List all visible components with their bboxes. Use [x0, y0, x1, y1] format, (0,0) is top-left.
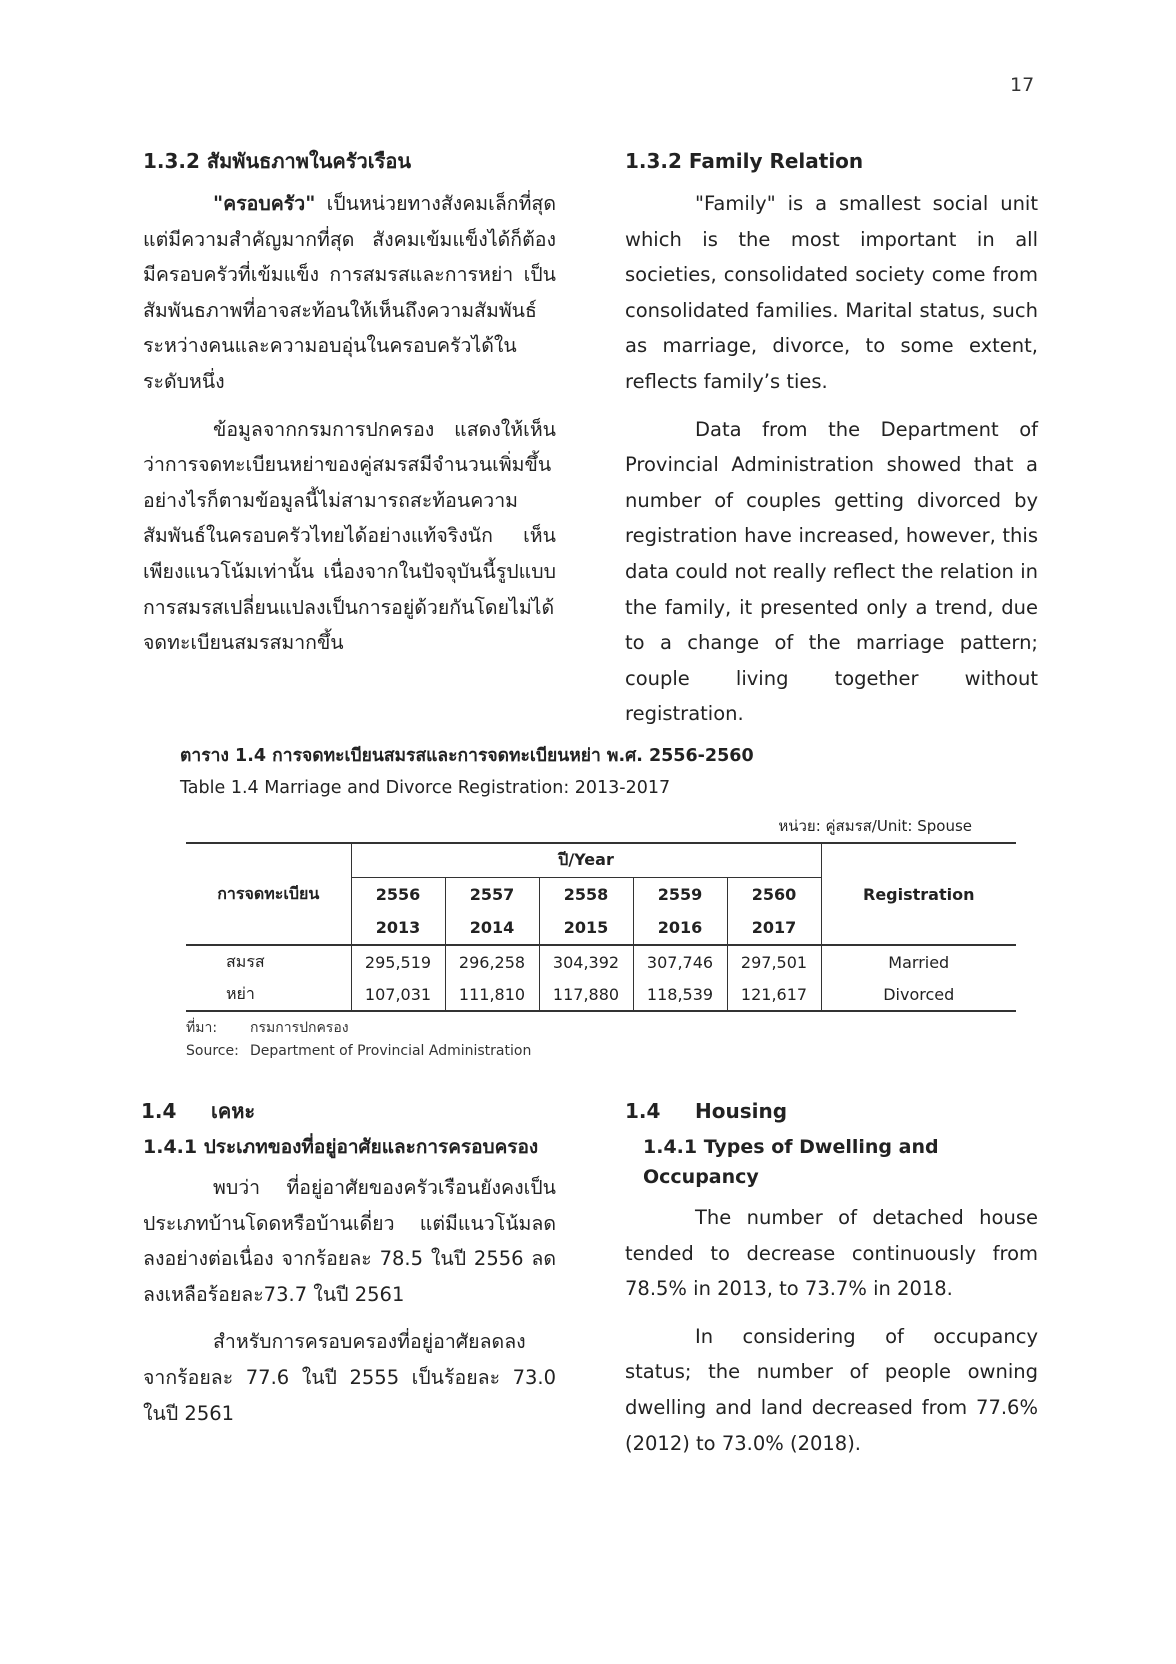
year-en-2016: 2016 [633, 911, 727, 945]
row-label-english: Married [888, 952, 950, 972]
table-row [186, 978, 1016, 1011]
table-caption-thai: ตาราง 1.4 การจดทะเบียนสมรสและการจดทะเบียนหย่า พ.ศ. 2556-2560 [180, 746, 754, 766]
page-number: 17 [1010, 74, 1035, 96]
english-paragraph-2: Data from the Department of Provincial Administration showed that a number of couples getting divorced by registration have increased, however, this data could not really reflect the relation in the family, it presented only a trend, due to a change of the marriage pattern; couple living together without registration. [625, 417, 1038, 726]
english-paragraph-4: In considering of occupancy status; the number of people owning dwelling and land decreased from 77.6% (2012) to 73.0% (2018). [625, 1324, 1038, 1455]
english-paragraph-1: "Family" is a smallest social unit which is the most important in all societies, consolidated society come from consolidated families. Marital status, such as marriage, divorce, to some extent, reflects family’s ties. [625, 192, 1038, 393]
row-label-thai: สมรส [186, 945, 351, 978]
table-cell: 107,031 [351, 978, 445, 1011]
source-thai-text: กรมการปกครอง [250, 1020, 349, 1036]
table-caption-english: Table 1.4 Marriage and Divorce Registration: 2013-2017 [180, 778, 671, 798]
year-en-2015: 2015 [539, 911, 633, 945]
table-cell: 304,392 [539, 945, 633, 978]
source-english-label: Source: [186, 1043, 239, 1059]
english-family-section [625, 146, 1038, 732]
year-en-2013: 2013 [351, 911, 445, 945]
thai-family-term: "ครอบครัว" [213, 192, 316, 215]
english-section-heading: 1.3.2 Family Relation [625, 149, 864, 173]
table-cell: 111,810 [445, 978, 539, 1011]
table-cell: 117,880 [539, 978, 633, 1011]
table-cell: 307,746 [633, 945, 727, 978]
thai-family-section [143, 146, 556, 661]
thai-paragraph-4: สำหรับการครอบครองที่อยู่อาศัยลดลงจากร้อยละ 77.6 ในปี 2555 เป็นร้อยละ 73.0 ในปี 2561 [143, 1330, 556, 1425]
thai-paragraph-3: พบว่า ที่อยู่อาศัยของครัวเรือนยังคงเป็นประเภทบ้านโดดหรือบ้านเดี่ยว แต่มีแนวโน้มลดลงอย่างต่อเนื่อง จากร้อยละ 78.5 ในปี 2556 ลดลงเหลือร้อยละ73.7 ในปี 2561 [143, 1176, 556, 1306]
source-thai-label: ที่มา: [186, 1020, 218, 1036]
thai-housing-title: เคหะ [211, 1099, 256, 1123]
english-housing-number: 1.4 [625, 1099, 661, 1123]
table-row [186, 945, 1016, 978]
year-thai-2556: 2556 [351, 877, 445, 911]
header-registration-thai: การจดทะเบียน [186, 843, 351, 945]
thai-paragraph-1 [143, 186, 556, 400]
year-thai-2559: 2559 [633, 877, 727, 911]
source-english [186, 1043, 531, 1059]
english-housing-title: Housing [695, 1099, 788, 1123]
registration-table [186, 842, 1016, 1012]
table-unit-note: หน่วย: คู่สมรส/Unit: Spouse [778, 817, 972, 835]
header-registration-english: Registration [821, 843, 1016, 945]
english-housing-section [625, 1096, 1038, 1461]
source-thai [186, 1017, 349, 1039]
row-label-thai: หย่า [186, 978, 351, 1011]
table-cell: 296,258 [445, 945, 539, 978]
table-cell: 295,519 [351, 945, 445, 978]
year-thai-2557: 2557 [445, 877, 539, 911]
table-cell: 121,617 [727, 978, 821, 1011]
thai-housing-section [143, 1096, 556, 1431]
header-year: ปี/Year [351, 843, 821, 877]
thai-paragraph-1-text: เป็นหน่วยทางสังคมเล็กที่สุดแต่มีความสำคัญมากที่สุด สังคมเข้มแข็งได้ก็ต้องมีครอบครัวที่เข้มแข็ง การสมรสและการหย่า เป็นสัมพันธภาพที่อาจสะท้อนให้เห็นถึงความสัมพันธ์ระหว่างคนและความอบอุ่นในครอบครัวได้ในระดับหนึ่ง [143, 192, 556, 393]
english-paragraph-3: The number of detached house tended to decrease continuously from 78.5% in 2013, to 73.7% in 2018. [625, 1206, 1038, 1301]
row-label-english: Divorced [821, 978, 1016, 1011]
source-english-text: Department of Provincial Administration [250, 1043, 532, 1059]
year-thai-2558: 2558 [539, 877, 633, 911]
table-cell: 118,539 [633, 978, 727, 1011]
thai-section-heading: 1.3.2 สัมพันธภาพในครัวเรือน [143, 149, 412, 173]
thai-subsection-heading: 1.4.1 ประเภทของที่อยู่อาศัยและการครอบครอง [143, 1136, 539, 1158]
thai-housing-number: 1.4 [141, 1099, 177, 1123]
year-thai-2560: 2560 [751, 884, 797, 904]
thai-housing-heading [141, 1096, 556, 1126]
year-en-2014: 2014 [445, 911, 539, 945]
english-subsection-heading: 1.4.1 Types of Dwelling and Occupancy [643, 1136, 939, 1188]
thai-paragraph-2: ข้อมูลจากกรมการปกครอง แสดงให้เห็นว่าการจดทะเบียนหย่าของคู่สมรสมีจำนวนเพิ่มขึ้น อย่างไรก็ตามข้อมูลนี้ไม่สามารถสะท้อนความสัมพันธ์ในครอบครัวไทยได้อย่างแท้จริงนัก เห็นเพียงแนวโน้มเท่านั้น เนื่องจากในปัจจุบันนี้รูปแบบการสมรสเปลี่ยนแปลงเป็นการอยู่ด้วยกันโดยไม่ได้จดทะเบียนสมรสมากขึ้น [143, 417, 556, 655]
year-en-2017: 2017 [727, 911, 821, 945]
table-cell: 297,501 [727, 945, 821, 978]
english-housing-heading [625, 1096, 1038, 1126]
